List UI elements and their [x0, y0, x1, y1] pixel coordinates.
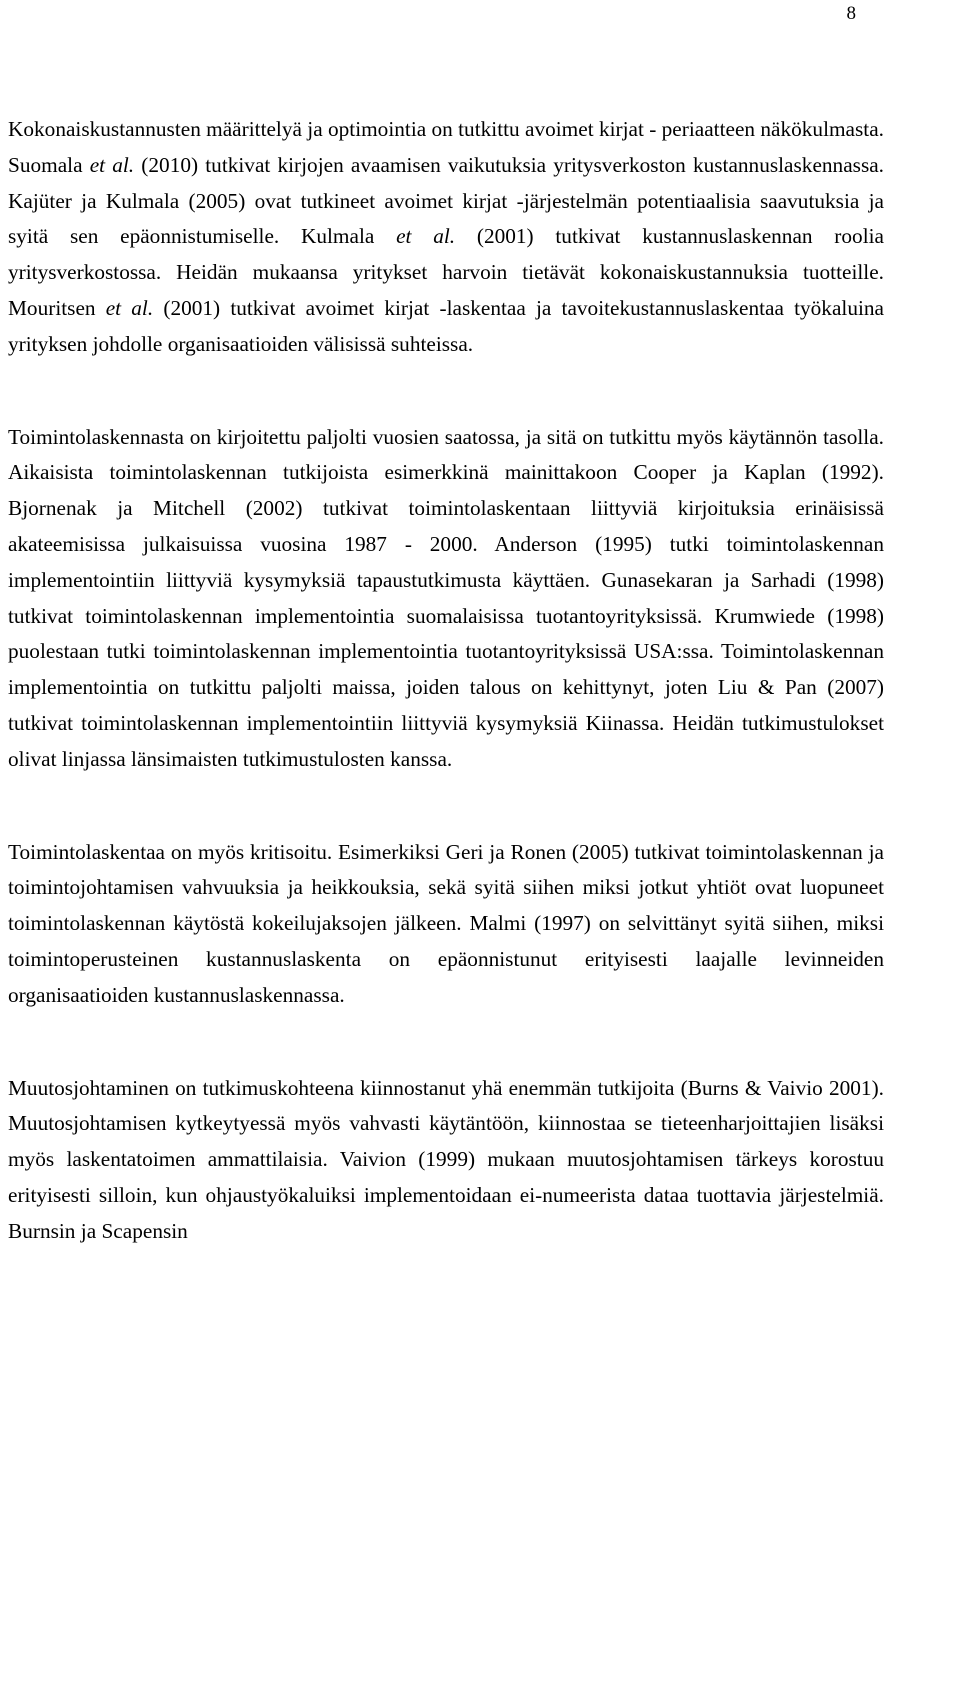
paragraph: [8, 835, 884, 1014]
text-segment: Toimintolaskennasta on kirjoitettu paljolti vuosien saatossa, ja sitä on tutkittu myös käytännön tasolla. Aikaisista toimintolaskennan tutkijoista esimerkkinä mainittakoon Cooper ja Kaplan (1992). Bjornenak ja Mitchell (2002) tutkivat toimintolaskentaan liittyviä kirjoituksia erinäisissä akateemisissa julkaisuissa vuosina 1987 - 2000. Anderson (1995) tutki toimintolaskennan implementointiin liittyviä kysymyksiä tapaustutkimusta käyttäen. Gunasekaran ja Sarhadi (1998) tutkivat toimintolaskennan implementointia suomalaisissa tuotantoyrityksissä. Krumwiede (1998) puolestaan tutki toimintolaskennan implementointia tuotantoyrityksissä USA:ssa. Toimintolaskennan implementointia on tutkittu paljolti maissa, joiden talous on kehittynyt, joten Liu & Pan (2007) tutkivat toimintolaskennan implementointiin liittyviä kysymyksiä Kiinassa. Heidän tutkimustulokset olivat linjassa länsimaisten tutkimustulosten kanssa.: [8, 424, 884, 771]
paragraph: [8, 112, 884, 363]
text-segment: Kokonaiskustannusten määrittelyä ja optimointia on tutkittu avoimet kirjat - periaatteen näkökulmasta. Suomala: [8, 117, 884, 177]
body-text: [8, 112, 884, 1250]
text-segment: (2001) tutkivat kustannuslaskennan roolia yritysverkostossa. Heidän mukaansa yritykset harvoin tietävät kokonaiskustannuksia tuotteille. Mouritsen: [8, 224, 884, 320]
text-segment: Toimintolaskentaa on myös kritisoitu. Esimerkiksi Geri ja Ronen (2005) tutkivat toimintolaskennan ja toimintojohtamisen vahvuuksia ja heikkouksia, sekä syitä siihen miksi jotkut yhtiöt ovat luopuneet toimintolaskennan käytöstä kokeilujaksojen jälkeen. Malmi (1997) on selvittänyt syitä siihen, miksi toimintoperusteinen kustannuslaskenta on epäonnistunut erityisesti laajalle levinneiden organisaatioiden kustannuslaskennassa.: [8, 839, 884, 1007]
text-segment: (2010) tutkivat kirjojen avaamisen vaikutuksia yritysverkoston kustannuslaskennassa. Kajüter ja Kulmala (2005) ovat tutkineet avoimet kirjat -järjestelmän potentiaalisia saavutuksia ja syitä sen epäonnistumiselle. Kulmala: [8, 152, 885, 249]
italic-text: et al.: [89, 152, 135, 177]
italic-text: et al.: [396, 224, 456, 249]
page-number: 8: [846, 3, 856, 24]
italic-text: et al.: [105, 295, 154, 320]
text-segment: (2001) tutkivat avoimet kirjat -laskentaa ja tavoitekustannuslaskentaa työkaluina yrityksen johdolle organisaatioiden välisissä suhteissa.: [8, 295, 884, 356]
paragraph: [8, 420, 884, 778]
paragraph: [8, 1071, 884, 1250]
text-segment: Muutosjohtaminen on tutkimuskohteena kiinnostanut yhä enemmän tutkijoita (Burns & Vaivio 2001). Muutosjohtamisen kytkeytyessä myös vahvasti käytäntöön, kiinnostaa se tieteenharjoittajien lisäksi myös laskentatoimen ammattilaisia. Vaivion (1999) mukaan muutosjohtamisen tärkeys korostuu erityisesti silloin, kun ohjaustyökaluiksi implementoidaan ei-numeerista dataa tuottavia järjestelmiä. Burnsin ja Scapensin: [8, 1075, 884, 1243]
